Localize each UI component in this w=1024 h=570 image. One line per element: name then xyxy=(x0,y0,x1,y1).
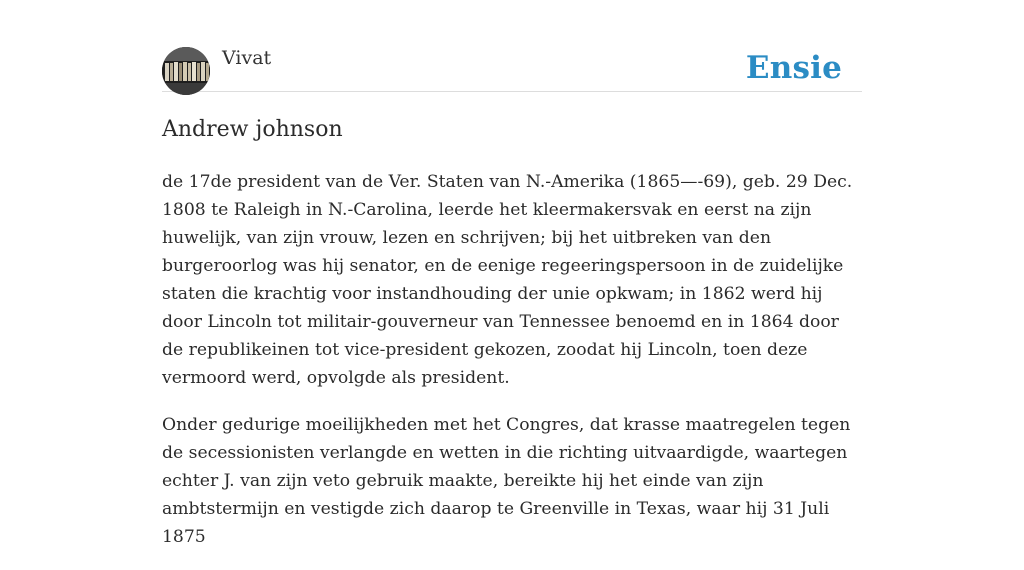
article-title: Andrew johnson xyxy=(162,117,343,142)
source-name[interactable]: Vivat xyxy=(222,47,272,69)
header xyxy=(162,0,862,92)
page-container xyxy=(162,0,862,547)
brand-logo[interactable]: Ensie xyxy=(745,50,842,86)
source-avatar[interactable] xyxy=(162,47,210,95)
article-paragraph: de 17de president van de Ver. Staten van N.-Amerika (1865—-69), geb. 29 Dec. 1808 te Raleigh in N.-Carolina, leerde het kleermakersvak en eerst na zijn huwelijk, van zijn vrouw, lezen en schrijven; bij het uitbreken van den burgeroorlog was hij senator, en de eenige regeeringspersoon in de zuidelijke staten die krachtig voor instandhouding der unie opkwam; in 1862 werd hij door Lincoln tot militair-gouverneur van Tennessee benoemd en in 1864 door de republikeinen tot vice-president gekozen, zoodat hij Lincoln, toen deze vermoord werd, opvolgde als president. xyxy=(162,172,853,388)
article-paragraph: Onder gedurige moeilijkheden met het Congres, dat krasse maatregelen tegen de secessionisten verlangde en wetten in die richting uitvaardigde, waartegen echter J. van zijn veto gebruik maakte, bereikte hij het einde van zijn ambtstermijn en vestigde zich daarop te Greenville in Texas, waar hij 31 Juli 1875 xyxy=(162,415,851,547)
article-body xyxy=(162,168,862,570)
book-spines-icon xyxy=(162,47,210,95)
